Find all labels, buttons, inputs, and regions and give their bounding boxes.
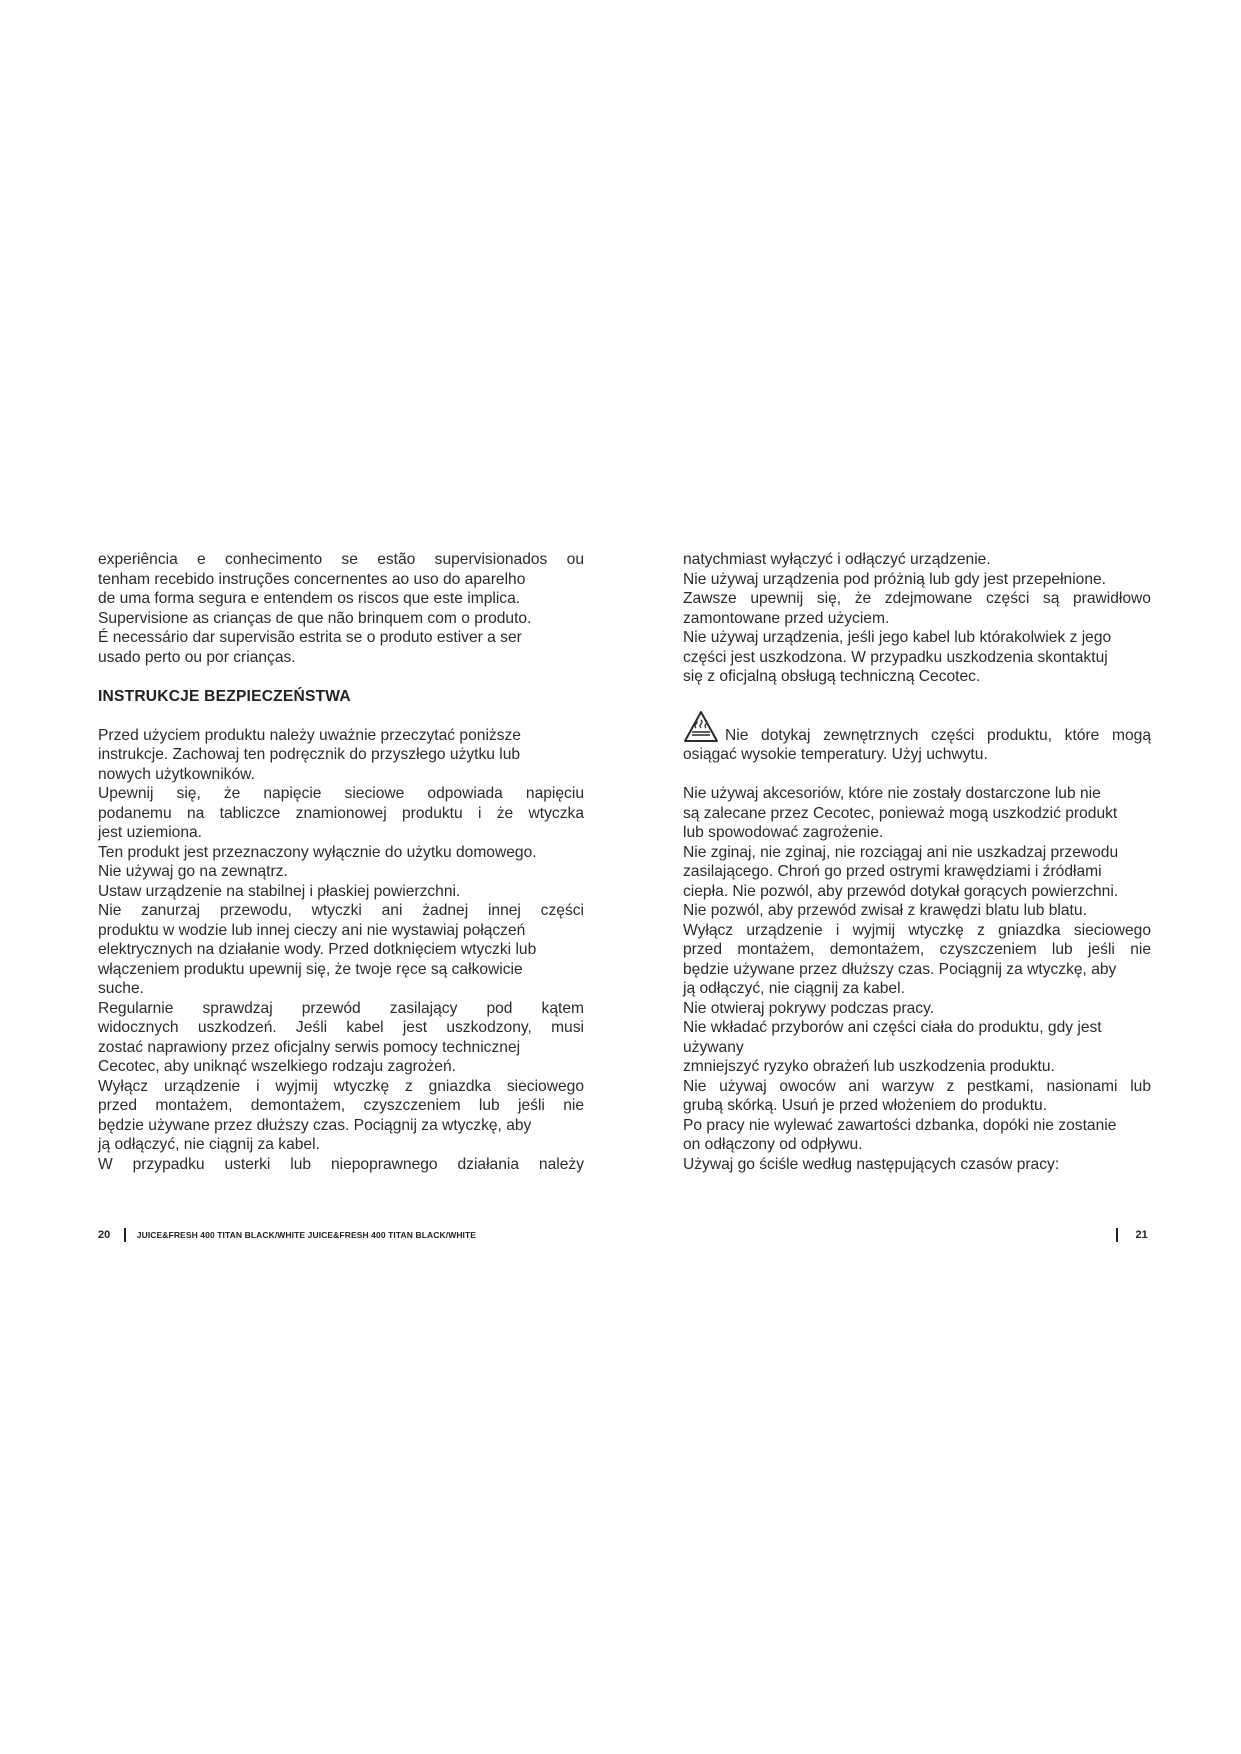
text-line: zostać naprawiony przez oficjalny serwis pomocy technicznej <box>98 1038 521 1056</box>
text-line: Supervisione as crianças de que não brinquem com o produto. <box>98 609 532 627</box>
text-line: Nie używaj owoców ani warzyw z pestkami, nasionami lub <box>683 1077 1151 1095</box>
page-number-left: 20 <box>98 1229 111 1241</box>
text-line: Nie otwieraj pokrywy podczas pracy. <box>683 999 935 1017</box>
text-line: de uma forma segura e entendem os riscos que este implica. <box>98 590 521 607</box>
left-column <box>98 550 584 1174</box>
hot-surface-warning-icon <box>683 710 719 744</box>
text-line: Zawsze upewnij się, że zdejmowane części są prawidłowo <box>683 590 1151 607</box>
warning-text: Nie dotykaj zewnętrznych części produktu, które mogą <box>725 726 1151 744</box>
warning-line <box>683 726 1151 746</box>
continued-paragraph <box>683 550 1151 687</box>
text-line: Wyłącz urządzenie i wyjmij wtyczkę z gniazdka sieciowego <box>98 1077 584 1095</box>
section-heading: INSTRUKCJE BEZPIECZEŃSTWA <box>98 687 351 705</box>
text-line: on odłączony od odpływu. <box>683 1136 863 1153</box>
text-line: elektrycznych na działanie wody. Przed dotknięciem wtyczki lub <box>98 941 537 958</box>
text-line: jest uziemiona. <box>98 824 203 841</box>
text-line: experiência e conhecimento se estão supervisionados ou <box>98 551 584 568</box>
text-line: Używaj go ściśle według następujących czasów pracy: <box>683 1155 1060 1173</box>
page-number-right: 21 <box>1135 1229 1148 1241</box>
footer-separator <box>124 1228 126 1242</box>
text-line: widocznych uszkodzeń. Jeśli kabel jest uszkodzony, musi <box>98 1019 584 1036</box>
text-line: Przed użyciem produktu należy uważnie przeczytać poniższe <box>98 726 521 744</box>
text-line: nowych użytkowników. <box>98 765 255 783</box>
text-line: ciepła. Nie pozwól, aby przewód dotykał gorących powierzchni. <box>683 882 1119 900</box>
footer-left <box>98 1228 476 1242</box>
text-line: Ustaw urządzenie na stabilnej i płaskiej powierzchni. <box>98 882 461 900</box>
text-line: Nie zginaj, nie zginaj, nie rozciągaj ani nie uszkadzaj przewodu <box>683 843 1119 861</box>
text-line: tenham recebido instruções concernentes ao uso do aparelho <box>98 570 526 588</box>
text-line: Nie wkładać przyborów ani części ciała do produktu, gdy jest <box>683 1019 1102 1036</box>
text-line: Po pracy nie wylewać zawartości dzbanka, dopóki nie zostanie <box>683 1116 1117 1134</box>
text-line: natychmiast wyłączyć i odłączyć urządzenie. <box>683 551 991 568</box>
text-line: będzie używane przez dłuższy czas. Pociągnij za wtyczkę, aby <box>683 960 1117 978</box>
right-column <box>683 550 1151 1174</box>
text-line: lub spowodować zagrożenie. <box>683 824 884 841</box>
text-line: W przypadku usterki lub niepoprawnego działania należy <box>98 1155 584 1173</box>
text-line: grubą skórką. Usuń je przed włożeniem do produktu. <box>683 1097 1048 1114</box>
text-line: Wyłącz urządzenie i wyjmij wtyczkę z gniazdka sieciowego <box>683 921 1151 939</box>
hot-surface-warning <box>683 726 1151 765</box>
text-line: Cecotec, aby uniknąć wszelkiego rodzaju zagrożeń. <box>98 1058 456 1075</box>
usage-instructions <box>683 784 1151 1174</box>
text-line: będzie używane przez dłuższy czas. Pociągnij za wtyczkę, aby <box>98 1116 532 1134</box>
text-line: ją odłączyć, nie ciągnij za kabel. <box>98 1136 320 1153</box>
text-line: podanemu na tabliczce znamionowej produktu i że wtyczka <box>98 804 584 822</box>
text-line: Regularnie sprawdzaj przewód zasilający pod kątem <box>98 999 584 1017</box>
text-line: części jest uszkodzona. W przypadku uszkodzenia skontaktuj <box>683 648 1108 666</box>
text-line: Nie używaj go na zewnątrz. <box>98 863 288 880</box>
text-line: É necessário dar supervisão estrita se o produto estiver a ser <box>98 629 522 646</box>
intro-paragraph <box>98 550 584 667</box>
text-line: zasilającego. Chroń go przed ostrymi krawędziami i źródłami <box>683 863 1102 880</box>
text-line: Nie zanurzaj przewodu, wtyczki ani żadnej innej części <box>98 902 584 919</box>
text-line: suche. <box>98 980 144 997</box>
footer-separator <box>1116 1228 1118 1242</box>
text-line: Nie używaj akcesoriów, które nie zostały dostarczone lub nie <box>683 785 1101 802</box>
text-line: usado perto ou por crianças. <box>98 648 296 666</box>
text-line: Nie używaj urządzenia, jeśli jego kabel lub którakolwiek z jego <box>683 629 1112 646</box>
text-line: przed montażem, demontażem, czyszczeniem lub jeśli nie <box>98 1097 584 1114</box>
text-line: się z oficjalną obsługą techniczną Cecotec. <box>683 668 981 685</box>
safety-instructions <box>98 726 584 1175</box>
text-line: osiągać wysokie temperatury. Użyj uchwytu. <box>683 746 988 763</box>
text-line: zamontowane przed użyciem. <box>683 609 890 627</box>
text-line: instrukcje. Zachowaj ten podręcznik do przyszłego użytku lub <box>98 746 521 763</box>
text-line: Nie używaj urządzenia pod próżnią lub gdy jest przepełnione. <box>683 570 1107 588</box>
text-line: włączeniem produktu upewnij się, że twoje ręce są całkowicie <box>98 960 523 978</box>
text-line: Ten produkt jest przeznaczony wyłącznie do użytku domowego. <box>98 843 537 861</box>
text-line: używany <box>683 1038 744 1056</box>
text-line: produktu w wodzie lub innej cieczy ani nie wystawiaj połączeń <box>98 921 526 939</box>
text-line: Nie pozwól, aby przewód zwisał z krawędzi blatu lub blatu. <box>683 902 1087 919</box>
text-line: Upewnij się, że napięcie sieciowe odpowiada napięciu <box>98 785 584 802</box>
text-line: ją odłączyć, nie ciągnij za kabel. <box>683 980 905 997</box>
text-line: zmniejszyć ryzyko obrażeń lub uszkodzenia produktu. <box>683 1058 1055 1075</box>
model-name: JUICE&FRESH 400 TITAN BLACK/WHITE JUICE&FRESH 400 TITAN BLACK/WHITE <box>136 1230 477 1240</box>
text-line: są zalecane przez Cecotec, ponieważ mogą uszkodzić produkt <box>683 804 1118 822</box>
footer-right <box>1116 1228 1148 1242</box>
text-line: przed montażem, demontażem, czyszczeniem lub jeśli nie <box>683 941 1151 958</box>
